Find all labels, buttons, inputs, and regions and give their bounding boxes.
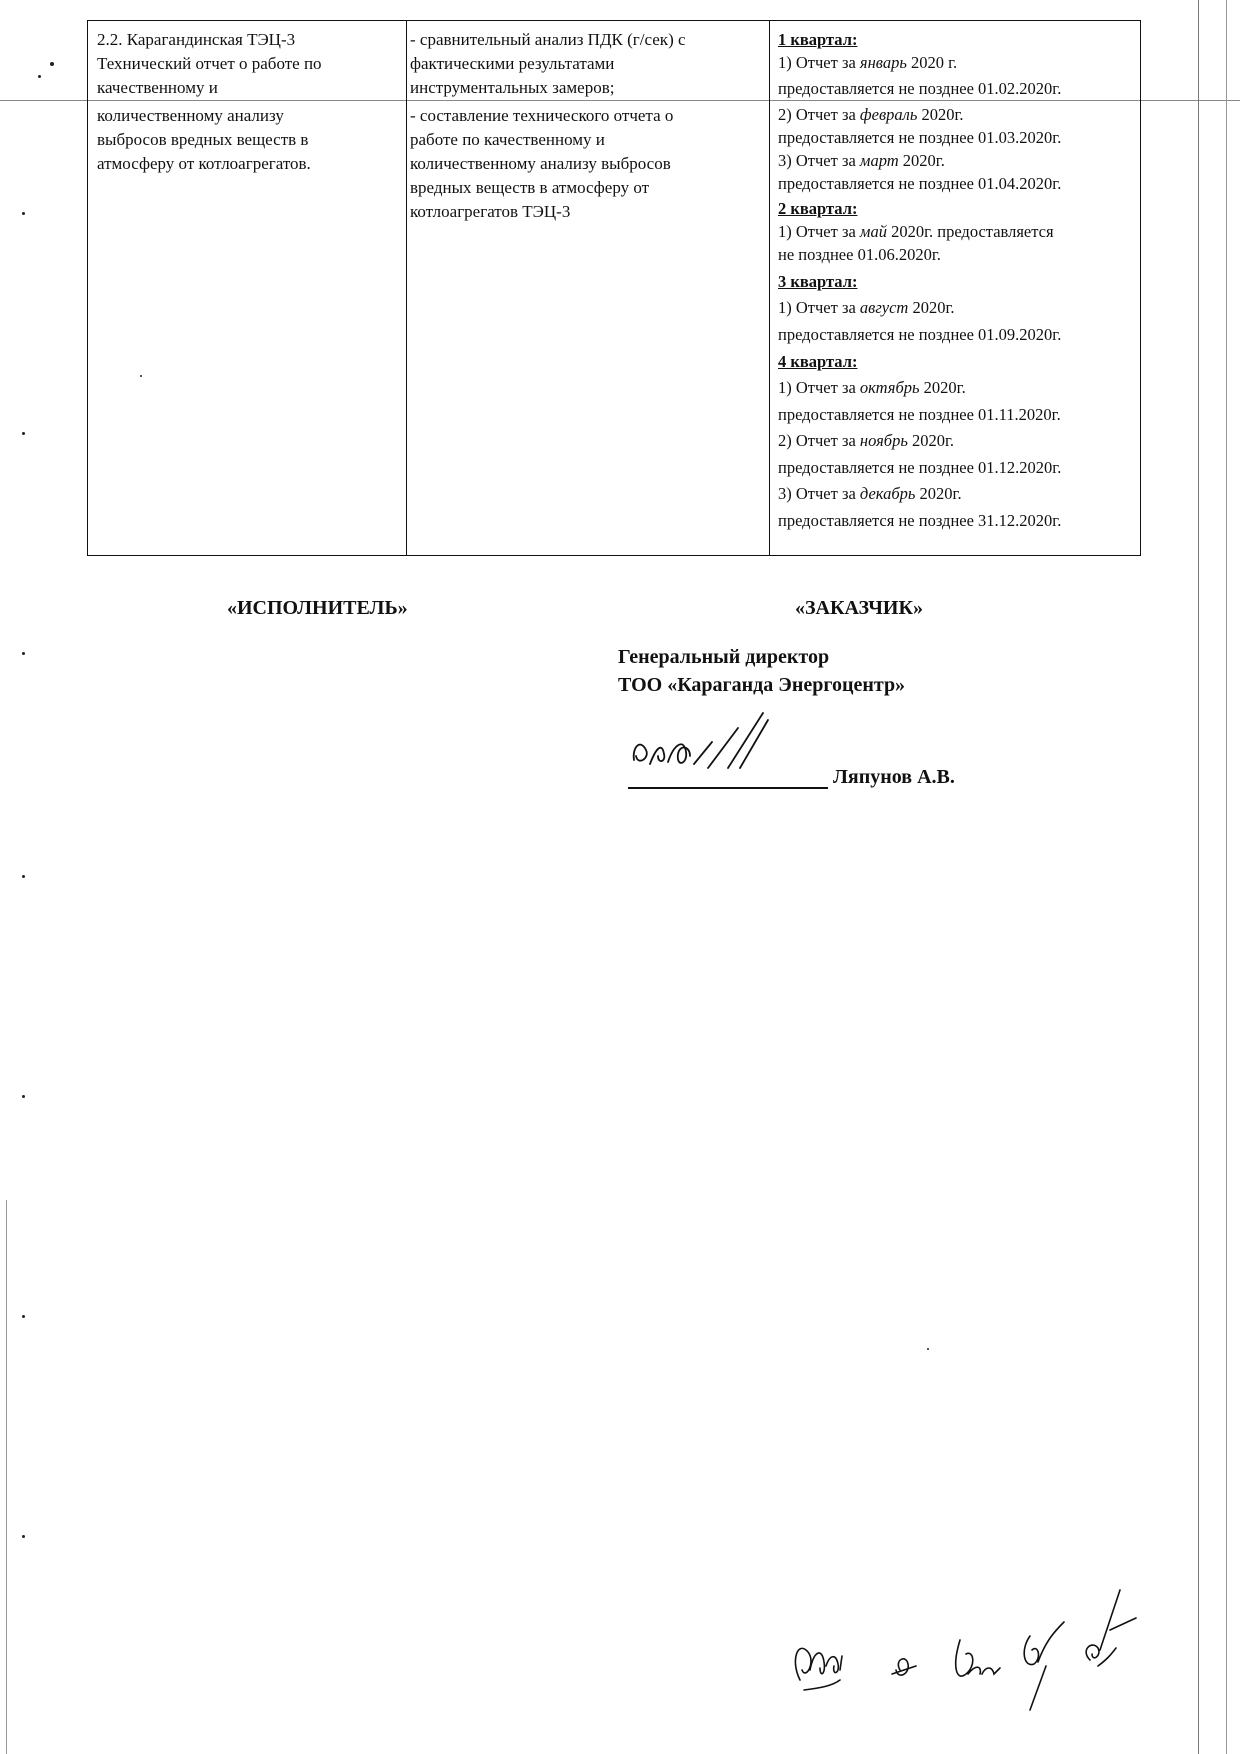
report-item: [778, 376, 1138, 399]
cell-line: вредных веществ в атмосферу от: [410, 178, 650, 197]
report-item: [778, 149, 1138, 172]
scan-dot: [22, 875, 25, 878]
scan-line: [1226, 0, 1227, 1754]
report-prefix: 3) Отчет за: [778, 484, 860, 503]
scan-dot: [22, 1095, 25, 1098]
signatory-name: Ляпунов А.В.: [833, 766, 955, 788]
report-item: [778, 103, 1138, 126]
table-cell-object: [97, 28, 397, 176]
initials-icon: [780, 1570, 1200, 1720]
cell-line: работе по качественному и: [410, 130, 605, 149]
cell-line: 2.2. Карагандинская ТЭЦ-3: [97, 30, 296, 49]
scan-dot: [22, 1535, 25, 1538]
report-suffix: 2020г.: [907, 431, 955, 450]
cell-line: - сравнительный анализ ПДК (г/сек) с: [410, 30, 686, 49]
report-prefix: 1) Отчет за: [778, 222, 860, 241]
report-item: [778, 429, 1138, 452]
report-suffix: 2020г.: [917, 105, 964, 124]
report-deadline: предоставляется не позднее 01.12.2020г.: [778, 458, 1062, 477]
report-item: [778, 296, 1138, 319]
report-month: февраль: [859, 105, 918, 124]
report-month: октябрь: [859, 378, 920, 397]
cell-line: инструментальных замеров;: [410, 78, 615, 97]
signature-line: [628, 728, 988, 798]
customer-label: «ЗАКАЗЧИК»: [795, 597, 923, 619]
cell-line: фактическими результатами: [410, 54, 615, 73]
report-deadline: предоставляется не позднее 31.12.2020г.: [778, 511, 1062, 530]
report-deadline: предоставляется не позднее 01.02.2020г.: [778, 79, 1062, 98]
scan-dot: [22, 1315, 25, 1318]
cell-line: количественному анализу выбросов: [410, 154, 671, 173]
scan-dot: [22, 652, 25, 655]
report-prefix: 2) Отчет за: [778, 105, 860, 124]
report-prefix: 1) Отчет за: [778, 378, 860, 397]
signatory-company: ТОО «Караганда Энергоцентр»: [618, 674, 906, 696]
report-deadline: предоставляется не позднее 01.11.2020г.: [778, 405, 1061, 424]
report-item: [778, 482, 1138, 505]
report-prefix: 2) Отчет за: [778, 431, 860, 450]
report-suffix: 2020 г.: [906, 53, 958, 72]
scan-line: [6, 1200, 7, 1754]
report-month: май: [859, 222, 887, 241]
report-deadline: предоставляется не позднее 01.04.2020г.: [778, 174, 1062, 193]
scan-dot: [22, 432, 25, 435]
scan-line: [1198, 0, 1199, 1754]
report-suffix: 2020г.: [908, 298, 955, 317]
cell-line: количественному анализу: [97, 106, 284, 125]
quarter-heading: 1 квартал:: [778, 30, 858, 49]
column-divider: [769, 21, 770, 555]
report-item: [778, 220, 1138, 243]
scan-dot: [22, 212, 25, 215]
report-deadline: предоставляется не позднее 01.03.2020г.: [778, 128, 1062, 147]
quarter-heading: 4 квартал:: [778, 352, 858, 371]
customer-signatory-block: [618, 643, 905, 699]
report-suffix: 2020г.: [919, 378, 966, 397]
quarter-heading: 3 квартал:: [778, 272, 858, 291]
report-month: ноябрь: [859, 431, 908, 450]
signature-underline: [628, 787, 828, 789]
report-item: [778, 51, 1138, 74]
quarter-heading: 2 квартал:: [778, 199, 858, 218]
cell-line: Технический отчет о работе по: [97, 54, 322, 73]
scan-dot: [927, 1348, 929, 1350]
cell-line: котлоагрегатов ТЭЦ-3: [410, 202, 571, 221]
report-prefix: 1) Отчет за: [778, 298, 860, 317]
report-month: январь: [859, 53, 907, 72]
scan-dot: [50, 62, 54, 66]
cell-line: атмосферу от котлоагрегатов.: [97, 154, 311, 173]
report-deadline: не позднее 01.06.2020г.: [778, 245, 941, 264]
scan-dot: [38, 75, 41, 78]
cell-line: качественному и: [97, 78, 218, 97]
executor-label: «ИСПОЛНИТЕЛЬ»: [227, 597, 408, 619]
report-prefix: 3) Отчет за: [778, 151, 860, 170]
report-deadline: предоставляется не позднее 01.09.2020г.: [778, 325, 1062, 344]
signatory-position: Генеральный директор: [618, 646, 830, 668]
report-month: март: [859, 151, 899, 170]
report-month: август: [859, 298, 909, 317]
cell-line: выбросов вредных веществ в: [97, 130, 309, 149]
column-divider: [406, 21, 407, 555]
report-suffix: 2020г.: [898, 151, 945, 170]
report-suffix: 2020г.: [915, 484, 962, 503]
report-month: декабрь: [859, 484, 916, 503]
table-cell-deadlines: [778, 28, 1138, 532]
report-prefix: 1) Отчет за: [778, 53, 860, 72]
report-suffix: 2020г. предоставляется: [886, 222, 1054, 241]
table-cell-scope: [410, 28, 755, 224]
cell-line: - составление технического отчета о: [410, 106, 674, 125]
signature-icon: [628, 708, 808, 778]
